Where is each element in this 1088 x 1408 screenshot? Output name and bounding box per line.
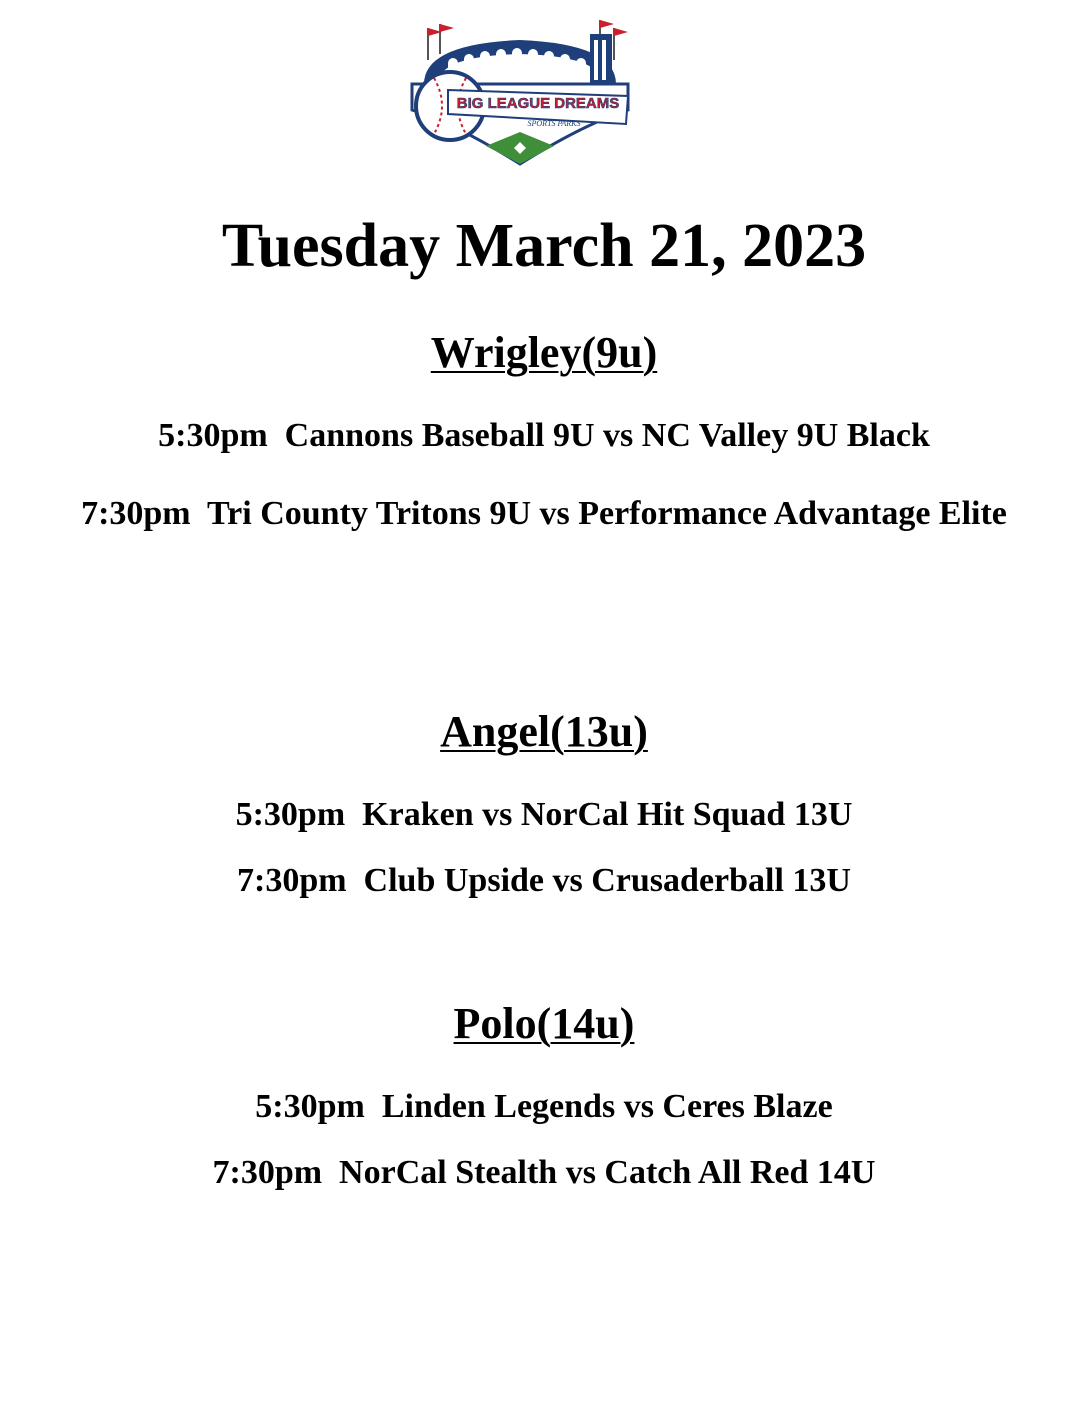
venue-heading-wrigley: Wrigley(9u) <box>430 328 658 377</box>
game-line: 5:30pm Linden Legends vs Ceres Blaze <box>255 1088 833 1125</box>
game-line: 7:30pm NorCal Stealth vs Catch All Red 14U <box>212 1154 876 1191</box>
logo-subtitle-text: SPORTS PARKS <box>527 119 581 128</box>
venue-heading-angel: Angel(13u) <box>440 707 648 756</box>
game-line: 7:30pm Club Upside vs Crusaderball 13U <box>237 862 851 899</box>
venue-heading-polo: Polo(14u) <box>453 999 635 1048</box>
logo-brand-text: BIG LEAGUE DREAMS <box>456 95 620 112</box>
schedule-date-title: Tuesday March 21, 2023 <box>221 212 867 280</box>
game-line: 5:30pm Kraken vs NorCal Hit Squad 13U <box>235 796 853 833</box>
game-line: 5:30pm Cannons Baseball 9U vs NC Valley 9U Black <box>158 417 930 454</box>
big-league-dreams-logo <box>404 14 636 174</box>
game-line: 7:30pm Tri County Tritons 9U vs Performance Advantage Elite <box>81 495 1007 532</box>
